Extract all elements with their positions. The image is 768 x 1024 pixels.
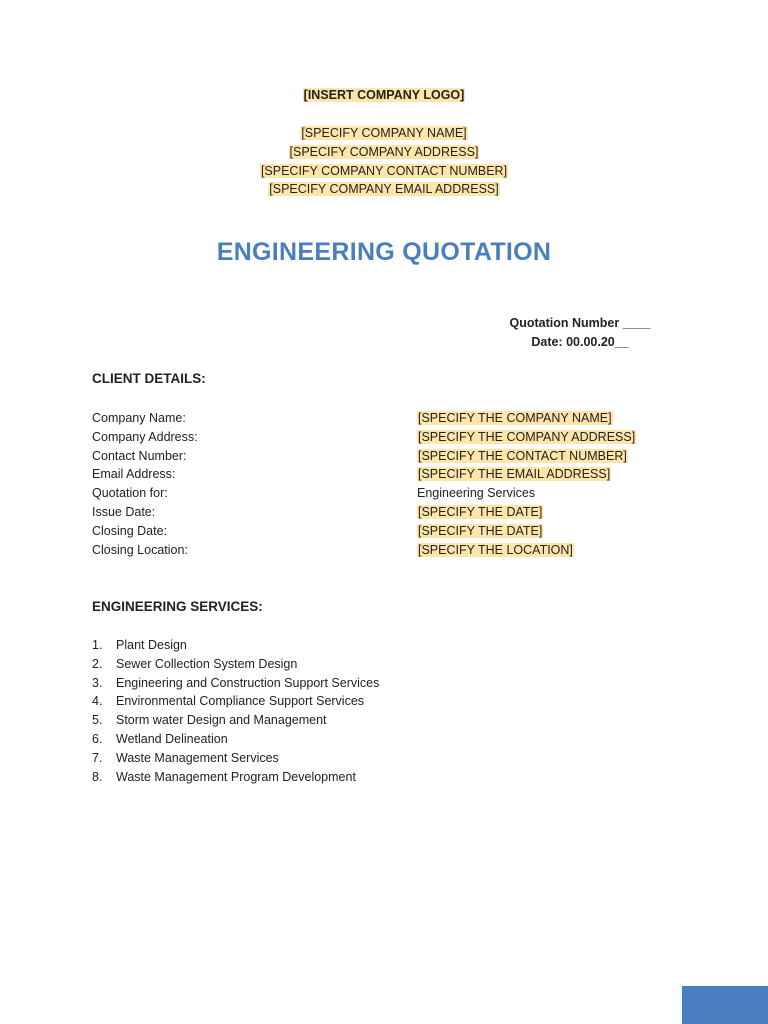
detail-value: [SPECIFY THE DATE] — [418, 504, 543, 519]
list-item-label: Wetland Delineation — [116, 731, 228, 746]
list-item-label: Sewer Collection System Design — [116, 656, 298, 671]
list-item-number: 3. — [92, 675, 103, 690]
list-item — [92, 655, 379, 674]
logo-placeholder-line — [0, 86, 768, 105]
list-item-label: Waste Management Program Development — [116, 769, 356, 784]
engineering-services-heading: ENGINEERING SERVICES: — [92, 599, 263, 614]
company-info-block — [0, 124, 768, 199]
company-email-placeholder: [SPECIFY COMPANY EMAIL ADDRESS] — [269, 182, 499, 197]
list-item-label: Waste Management Services — [116, 750, 279, 765]
list-item-number: 8. — [92, 769, 103, 784]
list-item — [92, 730, 379, 749]
logo-placeholder: [INSERT COMPANY LOGO] — [303, 88, 465, 102]
footer-accent-block — [682, 986, 768, 1024]
list-item-label: Environmental Compliance Support Services — [116, 694, 365, 709]
list-item-number: 6. — [92, 731, 103, 746]
detail-row — [92, 465, 652, 484]
list-item-number: 7. — [92, 750, 103, 765]
detail-label: Company Name: — [92, 411, 186, 425]
list-item-number: 1. — [92, 638, 103, 652]
detail-row — [92, 447, 652, 466]
list-item-number: 2. — [92, 656, 103, 671]
detail-label: Company Address: — [92, 429, 198, 444]
detail-row — [92, 484, 652, 503]
detail-row — [92, 409, 652, 428]
quotation-date: Date: 00.00.20__ — [531, 334, 629, 349]
detail-label: Email Address: — [92, 467, 176, 482]
detail-value: [SPECIFY THE LOCATION] — [418, 542, 573, 557]
list-item-label: Plant Design — [116, 638, 187, 652]
detail-value: [SPECIFY THE EMAIL ADDRESS] — [418, 467, 611, 482]
list-item — [92, 749, 379, 768]
client-details-table — [92, 409, 652, 559]
detail-value: [SPECIFY THE CONTACT NUMBER] — [418, 448, 627, 463]
list-item-number: 5. — [92, 713, 103, 728]
detail-row — [92, 503, 652, 522]
detail-value: [SPECIFY THE DATE] — [418, 523, 543, 538]
detail-label: Closing Date: — [92, 523, 168, 538]
list-item — [92, 768, 379, 787]
company-address-placeholder: [SPECIFY COMPANY ADDRESS] — [289, 144, 479, 159]
client-details-heading: CLIENT DETAILS: — [92, 371, 206, 386]
detail-value: Engineering Services — [417, 486, 536, 501]
detail-row — [92, 541, 652, 560]
services-list — [92, 636, 379, 786]
list-item — [92, 674, 379, 693]
detail-value: [SPECIFY THE COMPANY ADDRESS] — [418, 429, 636, 444]
detail-row — [92, 522, 652, 541]
list-item-label: Engineering and Construction Support Services — [116, 675, 380, 690]
detail-label: Quotation for: — [92, 486, 168, 501]
detail-label: Contact Number: — [92, 448, 187, 463]
document-title: ENGINEERING QUOTATION — [216, 238, 552, 266]
quotation-number: Quotation Number ____ — [509, 316, 651, 330]
quotation-meta — [500, 314, 660, 351]
detail-label: Issue Date: — [92, 504, 156, 519]
company-contact-placeholder: [SPECIFY COMPANY CONTACT NUMBER] — [260, 163, 508, 178]
detail-row — [92, 428, 652, 447]
list-item-label: Storm water Design and Management — [116, 713, 327, 728]
list-item — [92, 692, 379, 711]
detail-label: Closing Location: — [92, 542, 188, 557]
list-item — [92, 636, 379, 655]
list-item — [92, 711, 379, 730]
detail-value: [SPECIFY THE COMPANY NAME] — [418, 411, 612, 425]
company-name-placeholder: [SPECIFY COMPANY NAME] — [301, 126, 467, 140]
list-item-number: 4. — [92, 694, 103, 709]
